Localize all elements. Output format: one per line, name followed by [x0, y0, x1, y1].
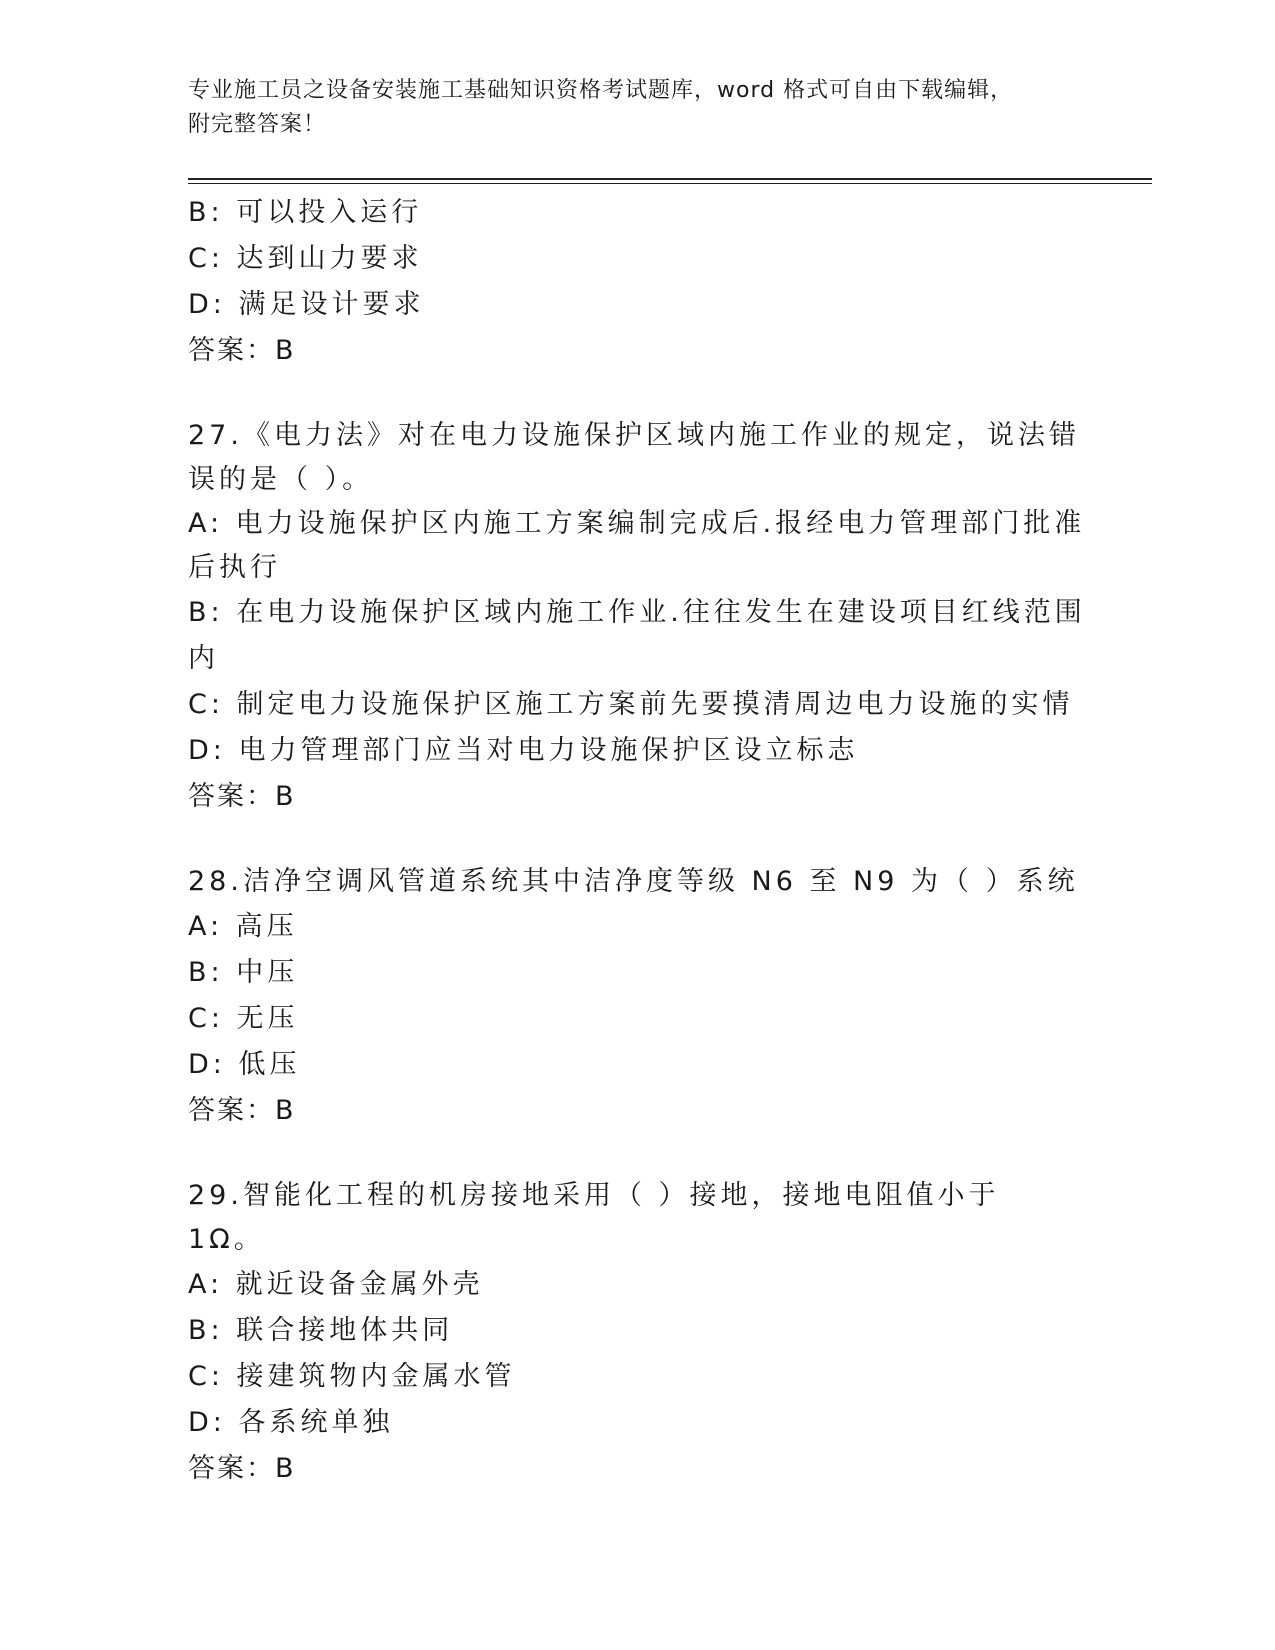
- page-header: [188, 74, 1088, 142]
- option-c: C: 接建筑物内金属水管: [188, 1361, 516, 1392]
- option-d: D: 低压: [188, 1049, 301, 1080]
- option-b: B: 可以投入运行: [188, 197, 423, 228]
- option-b: B: 联合接地体共同: [188, 1315, 454, 1346]
- answer-line: 答案：B: [188, 335, 296, 366]
- question-stem: 29.智能化工程的机房接地采用（ ）接地，接地电阻值小于 1Ω。: [188, 1180, 1000, 1255]
- answer-line: 答案：B: [188, 1453, 296, 1484]
- option-d: D: 各系统单独: [188, 1407, 394, 1438]
- header-divider: [188, 178, 1152, 184]
- option-b: B: 中压: [188, 957, 299, 988]
- option-c: C: 制定电力设施保护区施工方案前先要摸清周边电力设施的实情: [188, 689, 1074, 720]
- header-line-2: 附完整答案！: [188, 112, 327, 137]
- question-stem: 27.《电力法》对在电力设施保护区域内施工作业的规定，说法错误的是（ ）。: [188, 420, 1080, 495]
- option-a: A: 高压: [188, 911, 298, 942]
- question-stem: 28.洁净空调风管道系统其中洁净度等级 N6 至 N9 为（ ）系统: [188, 866, 1079, 897]
- question-27: [188, 414, 1088, 820]
- continued-question: [188, 190, 1088, 374]
- option-d: D: 满足设计要求: [188, 289, 425, 320]
- header-line-1: 专业施工员之设备安装施工基础知识资格考试题库，word 格式可自由下载编辑，: [188, 78, 1014, 103]
- question-29: [188, 1174, 1088, 1492]
- option-c: C: 无压: [188, 1003, 299, 1034]
- option-c: C: 达到山力要求: [188, 243, 423, 274]
- answer-line: 答案：B: [188, 1095, 296, 1126]
- answer-line: 答案：B: [188, 781, 296, 812]
- option-a: A: 电力设施保护区内施工方案编制完成后.报经电力管理部门批准后执行: [188, 508, 1086, 583]
- option-a: A: 就近设备金属外壳: [188, 1269, 484, 1300]
- question-list: [188, 190, 1088, 1492]
- option-b: B: 在电力设施保护区域内施工作业.往往发生在建设项目红线范围内: [188, 597, 1086, 674]
- option-d: D: 电力管理部门应当对电力设施保护区设立标志: [188, 735, 859, 766]
- question-28: [188, 860, 1088, 1134]
